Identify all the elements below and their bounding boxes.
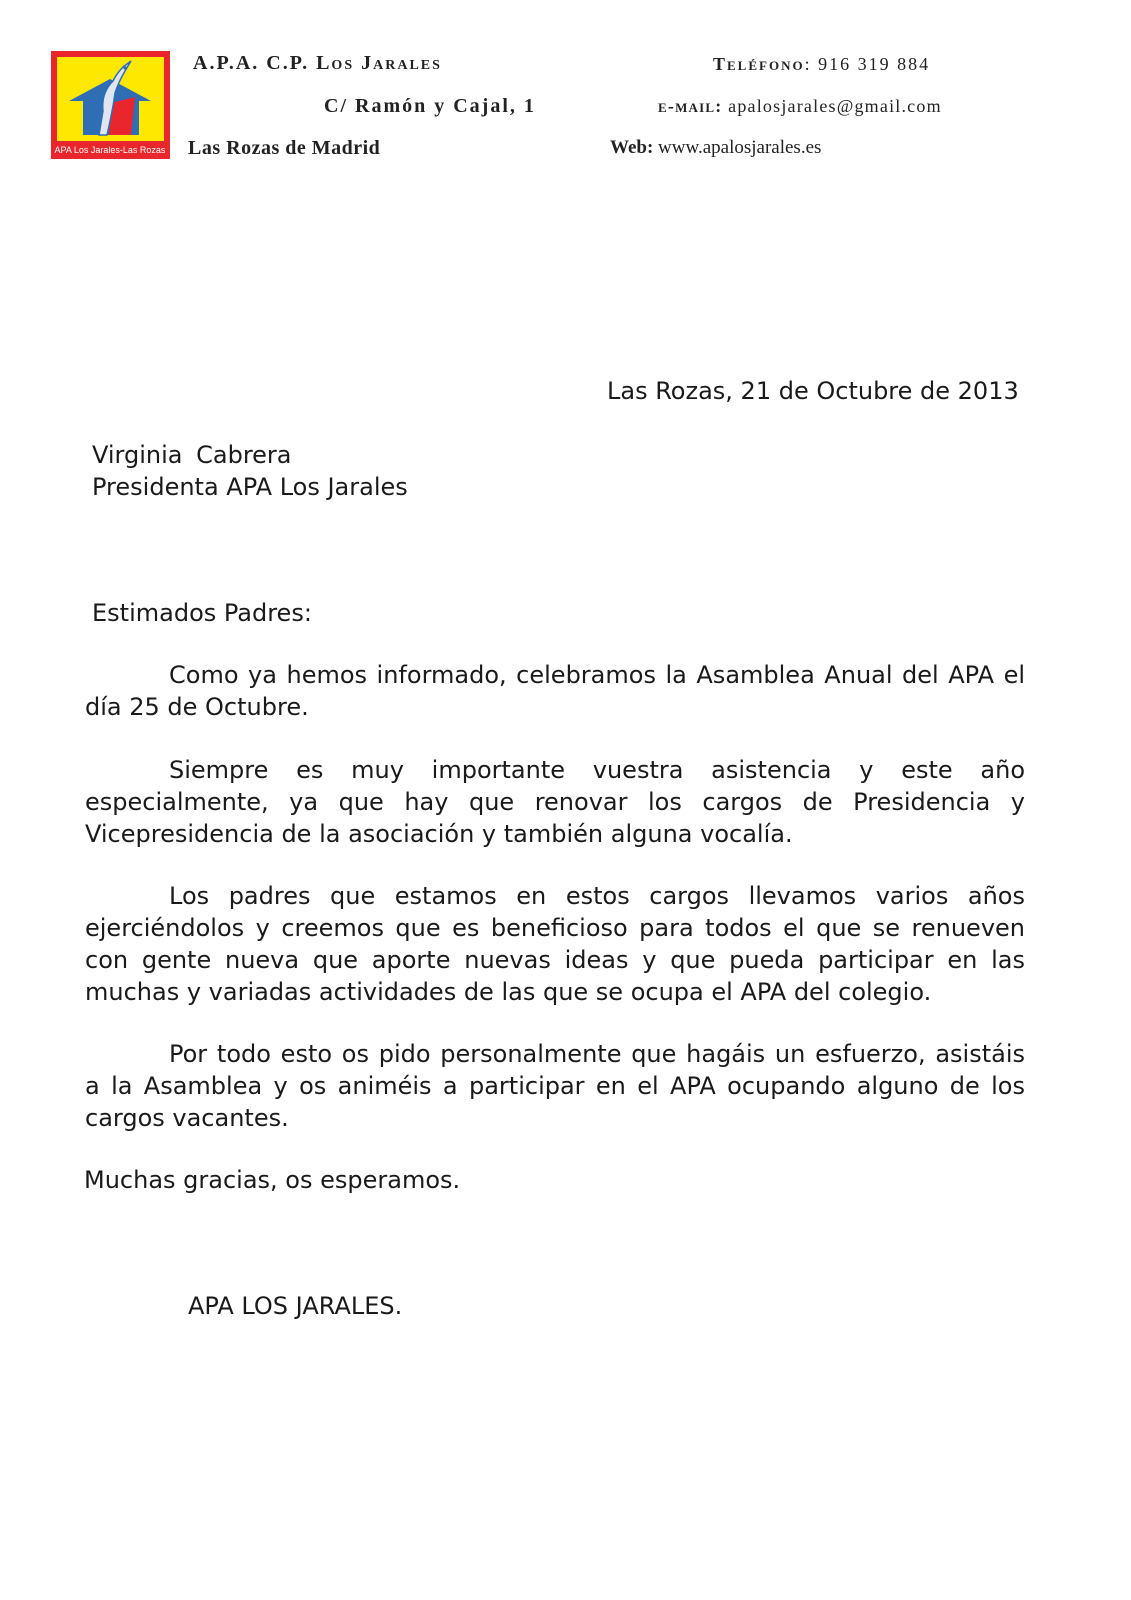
org-address: C/ Ramón y Cajal, 1: [324, 95, 536, 117]
logo-text: APA Los Jarales-Las Rozas: [54, 145, 166, 155]
apa-logo: [51, 51, 170, 159]
web-line: [610, 137, 821, 159]
sender-title: Presidenta APA Los Jarales: [92, 473, 408, 501]
phone-value: : 916 319 884: [804, 54, 931, 74]
web-value: www.apalosjarales.es: [658, 137, 822, 158]
sender-name: Virginia Cabrera: [92, 441, 292, 469]
letter-date: Las Rozas, 21 de Octubre de 2013: [607, 377, 1019, 405]
email-label: e-mail:: [658, 96, 723, 116]
greeting: Estimados Padres:: [92, 599, 312, 627]
thanks-line: Muchas gracias, os esperamos.: [84, 1166, 461, 1194]
email-value: apalosjarales@gmail.com: [728, 96, 942, 116]
web-label: Web:: [610, 137, 654, 158]
org-name-smallcaps: Los Jarales: [316, 52, 442, 74]
org-city: Las Rozas de Madrid: [188, 137, 381, 159]
signature-closing: APA LOS JARALES.: [188, 1292, 403, 1320]
email-line: [658, 96, 942, 117]
paragraph: Siempre es muy importante vuestra asistencia y este año especialmente, ya que hay que renovar los cargos de Presidencia y Vicepresidencia de la asociación y también alguna vocalía.: [85, 756, 1025, 848]
phone-label: Teléfono: [713, 54, 805, 74]
org-name: A.P.A. C.P. Los Jarales: [193, 52, 442, 74]
phone-line: [713, 54, 930, 75]
paragraph: Como ya hemos informado, celebramos la Asamblea Anual del APA el día 25 de Octubre.: [85, 661, 1025, 721]
paragraph: Los padres que estamos en estos cargos llevamos varios años ejerciéndolos y creemos que es beneficioso para todos el que se renueven con gente nueva que aporte nuevas ideas y que pueda participar en las muchas y variadas actividades de las que se ocupa el APA del colegio.: [85, 882, 1025, 1006]
paragraph: Por todo esto os pido personalmente que hagáis un esfuerzo, asistáis a la Asamblea y os animéis a participar en el APA ocupando alguno de los cargos vacantes.: [85, 1040, 1025, 1132]
